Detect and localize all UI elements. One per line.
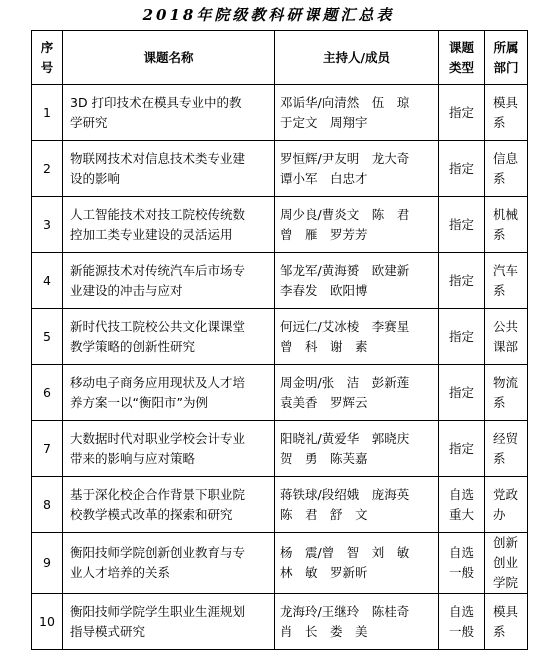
department-line: 系: [493, 394, 506, 410]
topic-type-line: 指定: [448, 216, 474, 232]
department-line: 信息: [493, 150, 519, 166]
topic-type-line: 重大: [448, 506, 474, 522]
topic-type-cell: [439, 309, 485, 365]
topic-name-cell: [63, 141, 275, 197]
table-row: [32, 197, 528, 253]
header-members: 主持人/成员: [275, 31, 439, 85]
table-row: [32, 253, 528, 309]
department-line: 系: [493, 282, 506, 298]
topic-type-line: 指定: [448, 384, 474, 400]
department-line: 公共: [493, 318, 519, 334]
members-line: 肖 长 娄 美: [280, 623, 368, 639]
members-line: 袁美香 罗辉云: [280, 394, 368, 410]
header-topic: 课题名称: [63, 31, 275, 85]
members-cell: [275, 533, 439, 594]
topic-name-line: 新时代技工院校公共文化课课堂: [70, 318, 246, 334]
members-line: 阳晓礼/黄爱华 郭晓庆: [280, 430, 410, 446]
table-row: [32, 309, 528, 365]
department-cell: [485, 309, 528, 365]
department-cell: [485, 477, 528, 533]
topic-type-line: 自选: [448, 486, 474, 502]
members-line: 贺 勇 陈芙嘉: [280, 450, 368, 466]
department-line: 学院: [493, 575, 519, 590]
members-cell: [275, 309, 439, 365]
topic-type-line: 一般: [448, 623, 474, 639]
row-number: 10: [32, 594, 63, 650]
members-line: 曾 科 谢 素: [280, 338, 368, 354]
topic-name-line: 校教学模式改革的探索和研究: [70, 506, 233, 522]
members-cell: [275, 197, 439, 253]
topic-name-cell: [63, 197, 275, 253]
topic-type-line: 指定: [448, 440, 474, 456]
members-cell: [275, 253, 439, 309]
topic-type-line: 指定: [448, 160, 474, 176]
row-number: 5: [32, 309, 63, 365]
header-type-line: 类型: [448, 59, 474, 75]
topic-type-line: 指定: [448, 272, 474, 288]
department-line: 物流: [493, 374, 519, 390]
topic-name-line: 衡阳技师学院学生职业生涯规划: [70, 603, 246, 619]
members-line: 谭小军 白忠才: [280, 170, 368, 186]
department-cell: [485, 533, 528, 594]
topic-name-line: 设的影响: [70, 170, 121, 186]
topic-type-line: 指定: [448, 328, 474, 344]
table-row: [32, 477, 528, 533]
topic-summary-table: [31, 30, 528, 650]
topic-name-line: 移动电子商务应用现状及人才培: [70, 374, 246, 390]
members-line: 邓诟华/向清然 伍 琼: [280, 94, 410, 110]
members-cell: [275, 594, 439, 650]
topic-name-line: 基于深化校企合作背景下职业院: [70, 486, 246, 502]
table-row: [32, 594, 528, 650]
topic-type-cell: [439, 141, 485, 197]
topic-type-line: 自选: [448, 545, 474, 560]
topic-name-line: 学研究: [70, 114, 108, 130]
department-line: 创业: [493, 555, 519, 570]
department-cell: [485, 141, 528, 197]
topic-name-line: 大数据时代对职业学校会计专业: [70, 430, 246, 446]
topic-type-line: 自选: [448, 603, 474, 619]
members-line: 龙海玲/王继玲 陈桂奇: [280, 603, 410, 619]
topic-name-line: 业人才培养的关系: [70, 565, 171, 580]
table-row: [32, 141, 528, 197]
topic-name-cell: [63, 309, 275, 365]
members-cell: [275, 365, 439, 421]
header-no-line: 号: [40, 59, 54, 75]
department-line: 机械: [493, 206, 519, 222]
row-number: 7: [32, 421, 63, 477]
department-line: 模具: [493, 94, 519, 110]
members-cell: [275, 421, 439, 477]
department-cell: [485, 85, 528, 141]
department-line: 经贸: [493, 430, 519, 446]
table-row: [32, 533, 528, 594]
department-line: 办: [493, 506, 506, 522]
members-line: 林 敏 罗新昕: [280, 565, 368, 580]
topic-type-cell: [439, 85, 485, 141]
table-row: [32, 421, 528, 477]
topic-name-line: 带来的影响与应对策略: [70, 450, 196, 466]
topic-type-cell: [439, 421, 485, 477]
department-line: 课部: [493, 338, 519, 354]
members-line: 何远仁/艾冰棱 李赛星: [280, 318, 410, 334]
topic-type-cell: [439, 533, 485, 594]
header-type: [439, 31, 485, 85]
members-cell: [275, 85, 439, 141]
table-row: [32, 365, 528, 421]
department-line: 系: [493, 114, 506, 130]
row-number: 6: [32, 365, 63, 421]
topic-name-cell: [63, 365, 275, 421]
department-line: 系: [493, 226, 506, 242]
members-line: 周金明/张 洁 彭新莲: [280, 374, 410, 390]
members-line: 周少良/曹炎文 陈 君: [280, 206, 410, 222]
department-line: 系: [493, 450, 506, 466]
department-cell: [485, 197, 528, 253]
members-line: 蒋铁球/段绍娥 庞海英: [280, 486, 410, 502]
topic-name-line: 3D 打印技术在模具专业中的教: [70, 94, 242, 110]
topic-type-cell: [439, 365, 485, 421]
row-number: 2: [32, 141, 63, 197]
topic-name-cell: [63, 421, 275, 477]
page-title: 2018年院级教科研课题汇总表: [142, 6, 395, 24]
table-row: [32, 85, 528, 141]
topic-name-line: 衡阳技师学院创新创业教育与专: [70, 545, 246, 560]
topic-name-cell: [63, 533, 275, 594]
row-number: 9: [32, 533, 63, 594]
topic-type-line: 一般: [448, 565, 474, 580]
department-cell: [485, 421, 528, 477]
topic-name-line: 人工智能技术对技工院校传统数: [70, 206, 246, 222]
topic-name-line: 控加工类专业建设的灵活运用: [70, 226, 233, 242]
header-dept: [485, 31, 528, 85]
members-cell: [275, 477, 439, 533]
topic-name-line: 指导模式研究: [70, 623, 146, 639]
row-number: 1: [32, 85, 63, 141]
topic-name-cell: [63, 253, 275, 309]
members-line: 陈 君 舒 文: [280, 506, 368, 522]
table-header-row: [32, 31, 528, 85]
topic-type-cell: [439, 477, 485, 533]
topic-name-cell: [63, 477, 275, 533]
topic-name-line: 教学策略的创新性研究: [70, 338, 196, 354]
row-number: 3: [32, 197, 63, 253]
header-dept-line: 所属: [493, 39, 519, 55]
department-line: 创新: [493, 535, 519, 550]
department-line: 汽车: [493, 262, 519, 278]
topic-name-line: 新能源技术对传统汽车后市场专: [70, 262, 246, 278]
topic-type-cell: [439, 253, 485, 309]
topic-name-line: 养方案一以“衡阳市”为例: [70, 394, 208, 410]
department-line: 模具: [493, 603, 519, 619]
members-line: 杨 震/曾 智 刘 敏: [280, 545, 410, 560]
members-line: 曾 雁 罗芳芳: [280, 226, 368, 242]
topic-type-line: 指定: [448, 104, 474, 120]
department-line: 系: [493, 170, 506, 186]
header-dept-line: 部门: [493, 59, 519, 75]
department-cell: [485, 594, 528, 650]
topic-name-line: 物联网技术对信息技术类专业建: [70, 150, 246, 166]
topic-type-cell: [439, 197, 485, 253]
department-cell: [485, 365, 528, 421]
topic-name-cell: [63, 85, 275, 141]
department-line: 党政: [493, 486, 519, 502]
row-number: 4: [32, 253, 63, 309]
header-no: [32, 31, 63, 85]
members-cell: [275, 141, 439, 197]
row-number: 8: [32, 477, 63, 533]
members-line: 于定文 周翔宇: [280, 114, 368, 130]
topic-name-line: 业建设的冲击与应对: [70, 282, 183, 298]
members-line: 罗恒辉/尹友明 龙大奇: [280, 150, 410, 166]
members-line: 李春发 欧阳博: [280, 282, 368, 298]
department-line: 系: [493, 623, 506, 639]
department-cell: [485, 253, 528, 309]
header-type-line: 课题: [448, 39, 474, 55]
header-no-line: 序: [40, 39, 54, 55]
members-line: 邹龙军/黄海赟 欧建新: [280, 262, 410, 278]
topic-name-cell: [63, 594, 275, 650]
topic-type-cell: [439, 594, 485, 650]
